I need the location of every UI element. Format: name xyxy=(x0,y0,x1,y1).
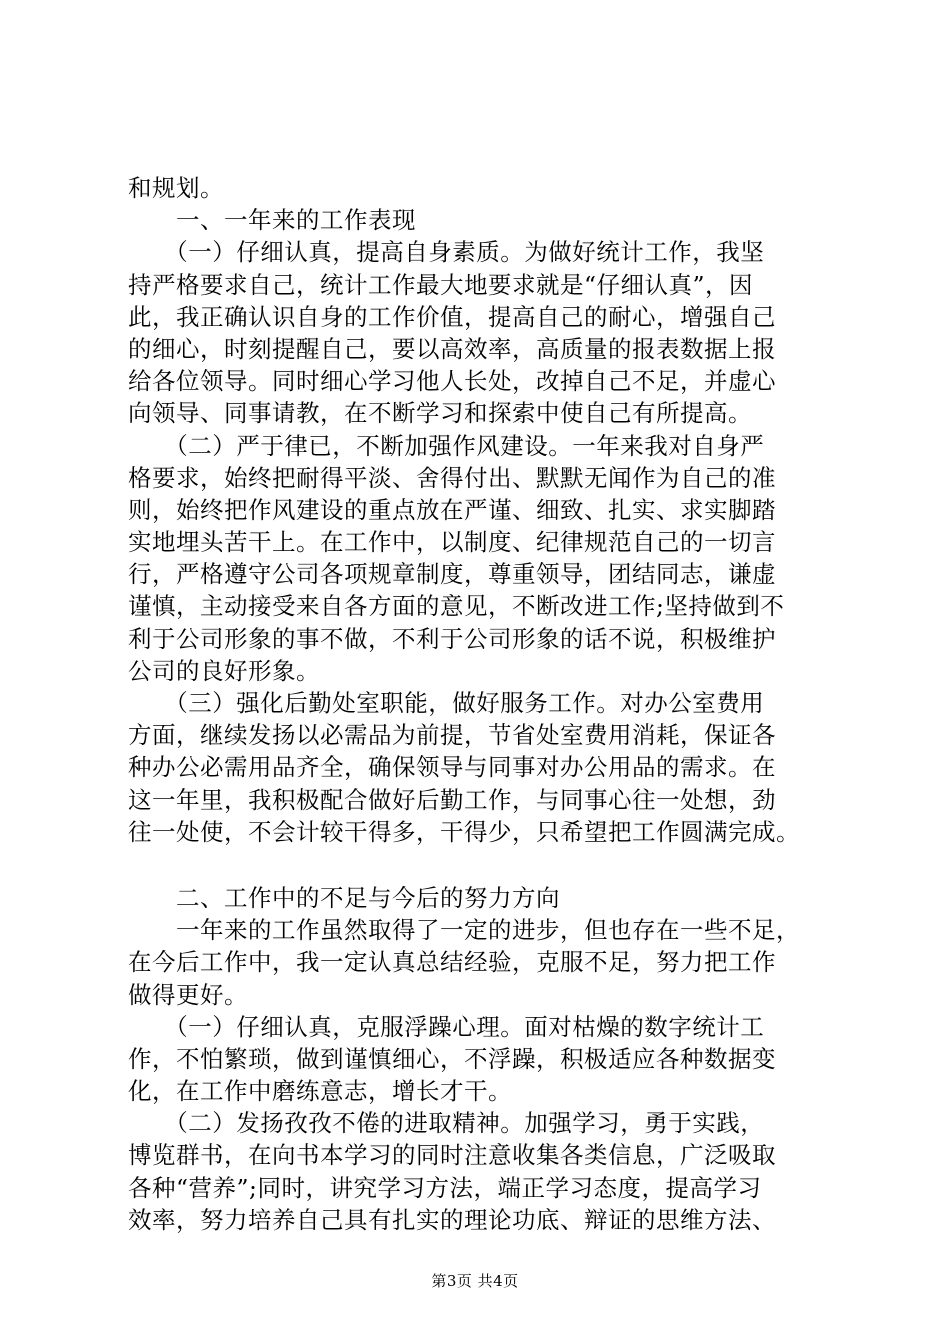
text-line: 作，不怕繁琐，做到谨慎细心，不浮躁，积极适应各种数据变 xyxy=(128,1044,776,1073)
text-line: 的细心，时刻提醒自己，要以高效率，高质量的报表数据上报 xyxy=(128,334,776,363)
text-line: 向领导、同事请教，在不断学习和探索中使自己有所提高。 xyxy=(128,399,752,428)
text-line: 效率，努力培养自己具有扎实的理论功底、辩证的思维方法、 xyxy=(128,1205,776,1234)
page-number-label: 第3页 共4页 xyxy=(431,1272,519,1290)
text-line: 利于公司形象的事不做，不利于公司形象的话不说，积极维护 xyxy=(128,624,776,653)
text-line: 在今后工作中，我一定认真总结经验，克服不足，努力把工作 xyxy=(128,948,776,977)
text-line: （二）发扬孜孜不倦的进取精神。加强学习，勇于实践， xyxy=(128,1109,765,1138)
text-line: （二）严于律已，不断加强作风建设。一年来我对自身严 xyxy=(128,431,765,460)
page-footer xyxy=(0,1271,950,1291)
section-heading: 一、一年来的工作表现 xyxy=(128,206,416,235)
text-line: 则，始终把作风建设的重点放在严谨、细致、扎实、求实脚踏 xyxy=(128,495,776,524)
text-line: 公司的良好形象。 xyxy=(128,656,320,685)
paragraph-gap xyxy=(128,848,848,882)
text-line: （一）仔细认真，提高自身素质。为做好统计工作，我坚 xyxy=(128,238,765,267)
text-line: 这一年里，我积极配合做好后勤工作，与同事心往一处想，劲 xyxy=(128,785,776,814)
text-line: 做得更好。 xyxy=(128,980,248,1009)
text-line: 往一处使，不会计较干得多，干得少，只希望把工作圆满完成。 xyxy=(128,817,800,846)
text-line: 给各位领导。同时细心学习他人长处，改掉自己不足，并虚心 xyxy=(128,367,776,396)
text-line: 谨慎，主动接受来自各方面的意见，不断改进工作;坚持做到不 xyxy=(128,592,785,621)
text-line: 持严格要求自己，统计工作最大地要求就是“仔细认真”，因 xyxy=(128,270,754,299)
text-line: 化，在工作中磨练意志，增长才干。 xyxy=(128,1077,512,1106)
document-body xyxy=(128,172,848,1236)
text-line: 方面，继续发扬以必需品为前提，节省处室费用消耗，保证各 xyxy=(128,721,776,750)
text-line: （三）强化后勤处室职能，做好服务工作。对办公室费用 xyxy=(128,689,765,717)
section-heading: 二、工作中的不足与今后的努力方向 xyxy=(128,883,560,912)
text-line: 此，我正确认识自身的工作价值，提高自己的耐心，增强自己 xyxy=(128,302,776,331)
text-line: （一）仔细认真，克服浮躁心理。面对枯燥的数字统计工 xyxy=(128,1012,765,1041)
text-line: 种办公必需用品齐全，确保领导与同事对办公用品的需求。在 xyxy=(128,753,776,782)
text-line: 博览群书，在向书本学习的同时注意收集各类信息，广泛吸取 xyxy=(128,1141,776,1170)
text-line: 行，严格遵守公司各项规章制度，尊重领导，团结同志，谦虚 xyxy=(128,560,776,589)
text-line: 实地埋头苦干上。在工作中，以制度、纪律规范自己的一切言 xyxy=(128,528,776,557)
text-line: 和规划。 xyxy=(128,174,224,202)
text-line: 各种“营养”;同时，讲究学习方法，端正学习态度，提高学习 xyxy=(128,1173,762,1202)
text-line: 格要求，始终把耐得平淡、舍得付出、默默无闻作为自己的准 xyxy=(128,463,776,492)
text-line: 一年来的工作虽然取得了一定的进步，但也存在一些不足， xyxy=(128,916,800,945)
